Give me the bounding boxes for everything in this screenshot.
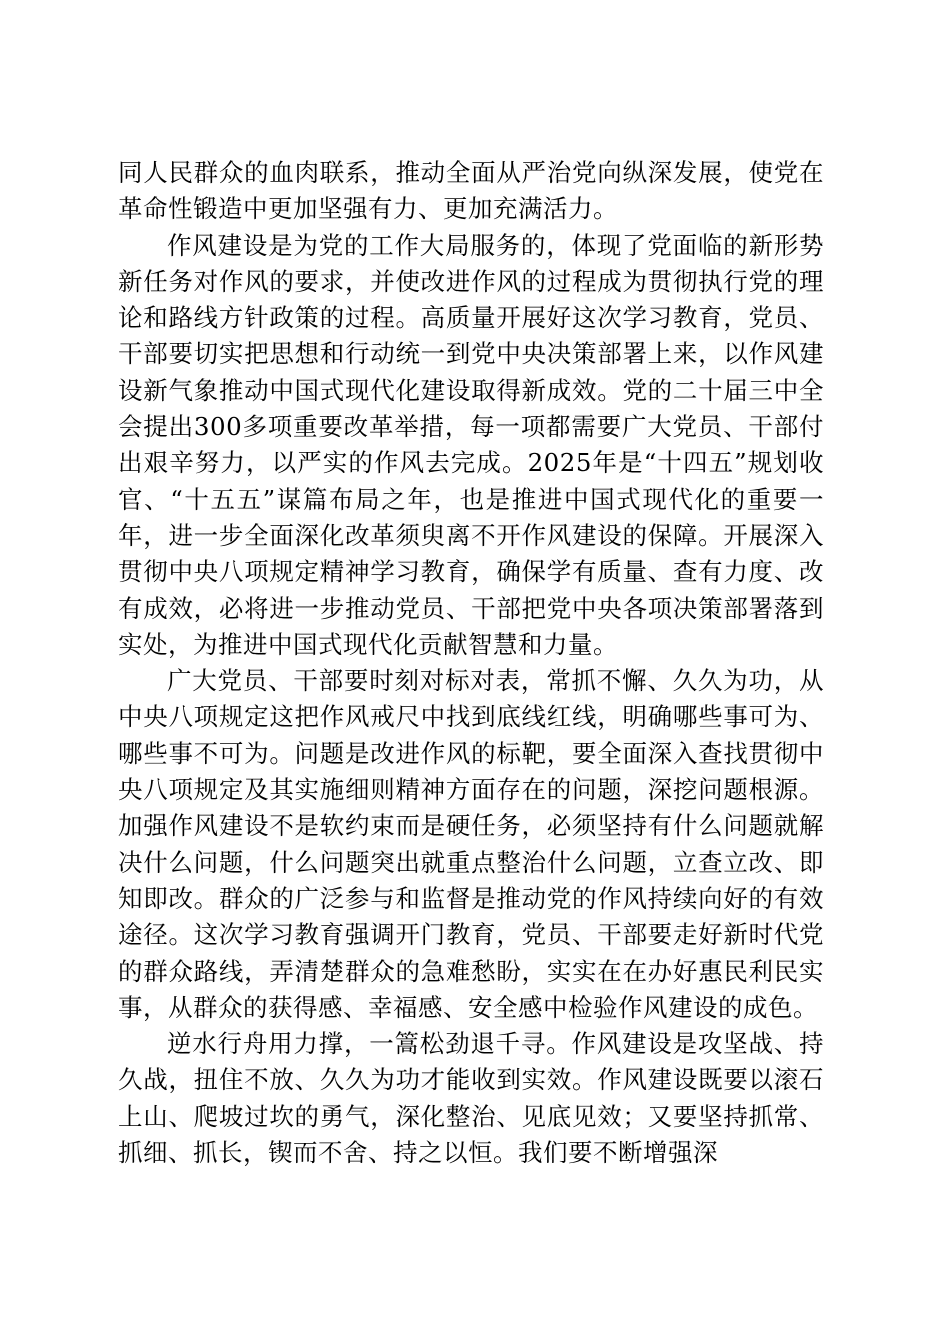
document-body — [118, 155, 824, 1171]
paragraph-continuation: 同人民群众的血肉联系，推动全面从严治党向纵深发展，使党在革命性锻造中更加坚强有力、更加充满活力。 — [118, 158, 824, 224]
paragraph-benchmark-and-problems: 广大党员、干部要时刻对标对表，常抓不懈、久久为功，从中央八项规定这把作风戒尺中找到底线红线，明确哪些事可为、哪些事不可为。问题是改进作风的标靶，要全面深入查找贯彻中央八项规定及其实施细则精神方面存在的问题，深挖问题根源。加强作风建设不是软约束而是硬任务，必须坚持有什么问题就解决什么问题，什么问题突出就重点整治什么问题，立查立改、即知即改。群众的广泛参与和监督是推动党的作风持续向好的有效途径。这次学习教育强调开门教育，党员、干部要走好新时代党的群众路线，弄清楚群众的急难愁盼，实实在在办好惠民利民实事，从群众的获得感、幸福感、安全感中检验作风建设的成色。 — [118, 666, 824, 1022]
paragraph-persistent-effort: 逆水行舟用力撑，一篙松劲退千寻。作风建设是攻坚战、持久战，扭住不放、久久为功才能收到实效。作风建设既要以滚石上山、爬坡过坎的勇气，深化整治、见底见效；又要坚持抓常、抓细、抓长，锲而不舍、持之以恒。我们要不断增强深 — [118, 1029, 824, 1168]
paragraph-work-style-serves-party: 作风建设是为党的工作大局服务的，体现了党面临的新形势新任务对作风的要求，并使改进作风的过程成为贯彻执行党的理论和路线方针政策的过程。高质量开展好这次学习教育，党员、干部要切实把思想和行动统一到党中央决策部署上来，以作风建设新气象推动中国式现代化建设取得新成效。党的二十届三中全会提出300多项重要改革举措，每一项都需要广大党员、干部付出艰辛努力，以严实的作风去完成。2025年是“十四五”规划收官、“十五五”谋篇布局之年，也是推进中国式现代化的重要一年，进一步全面深化改革须臾离不开作风建设的保障。开展深入贯彻中央八项规定精神学习教育，确保学有质量、查有力度、改有成效，必将进一步推动党员、干部把党中央各项决策部署落到实处，为推进中国式现代化贡献智慧和力量。 — [118, 230, 824, 659]
